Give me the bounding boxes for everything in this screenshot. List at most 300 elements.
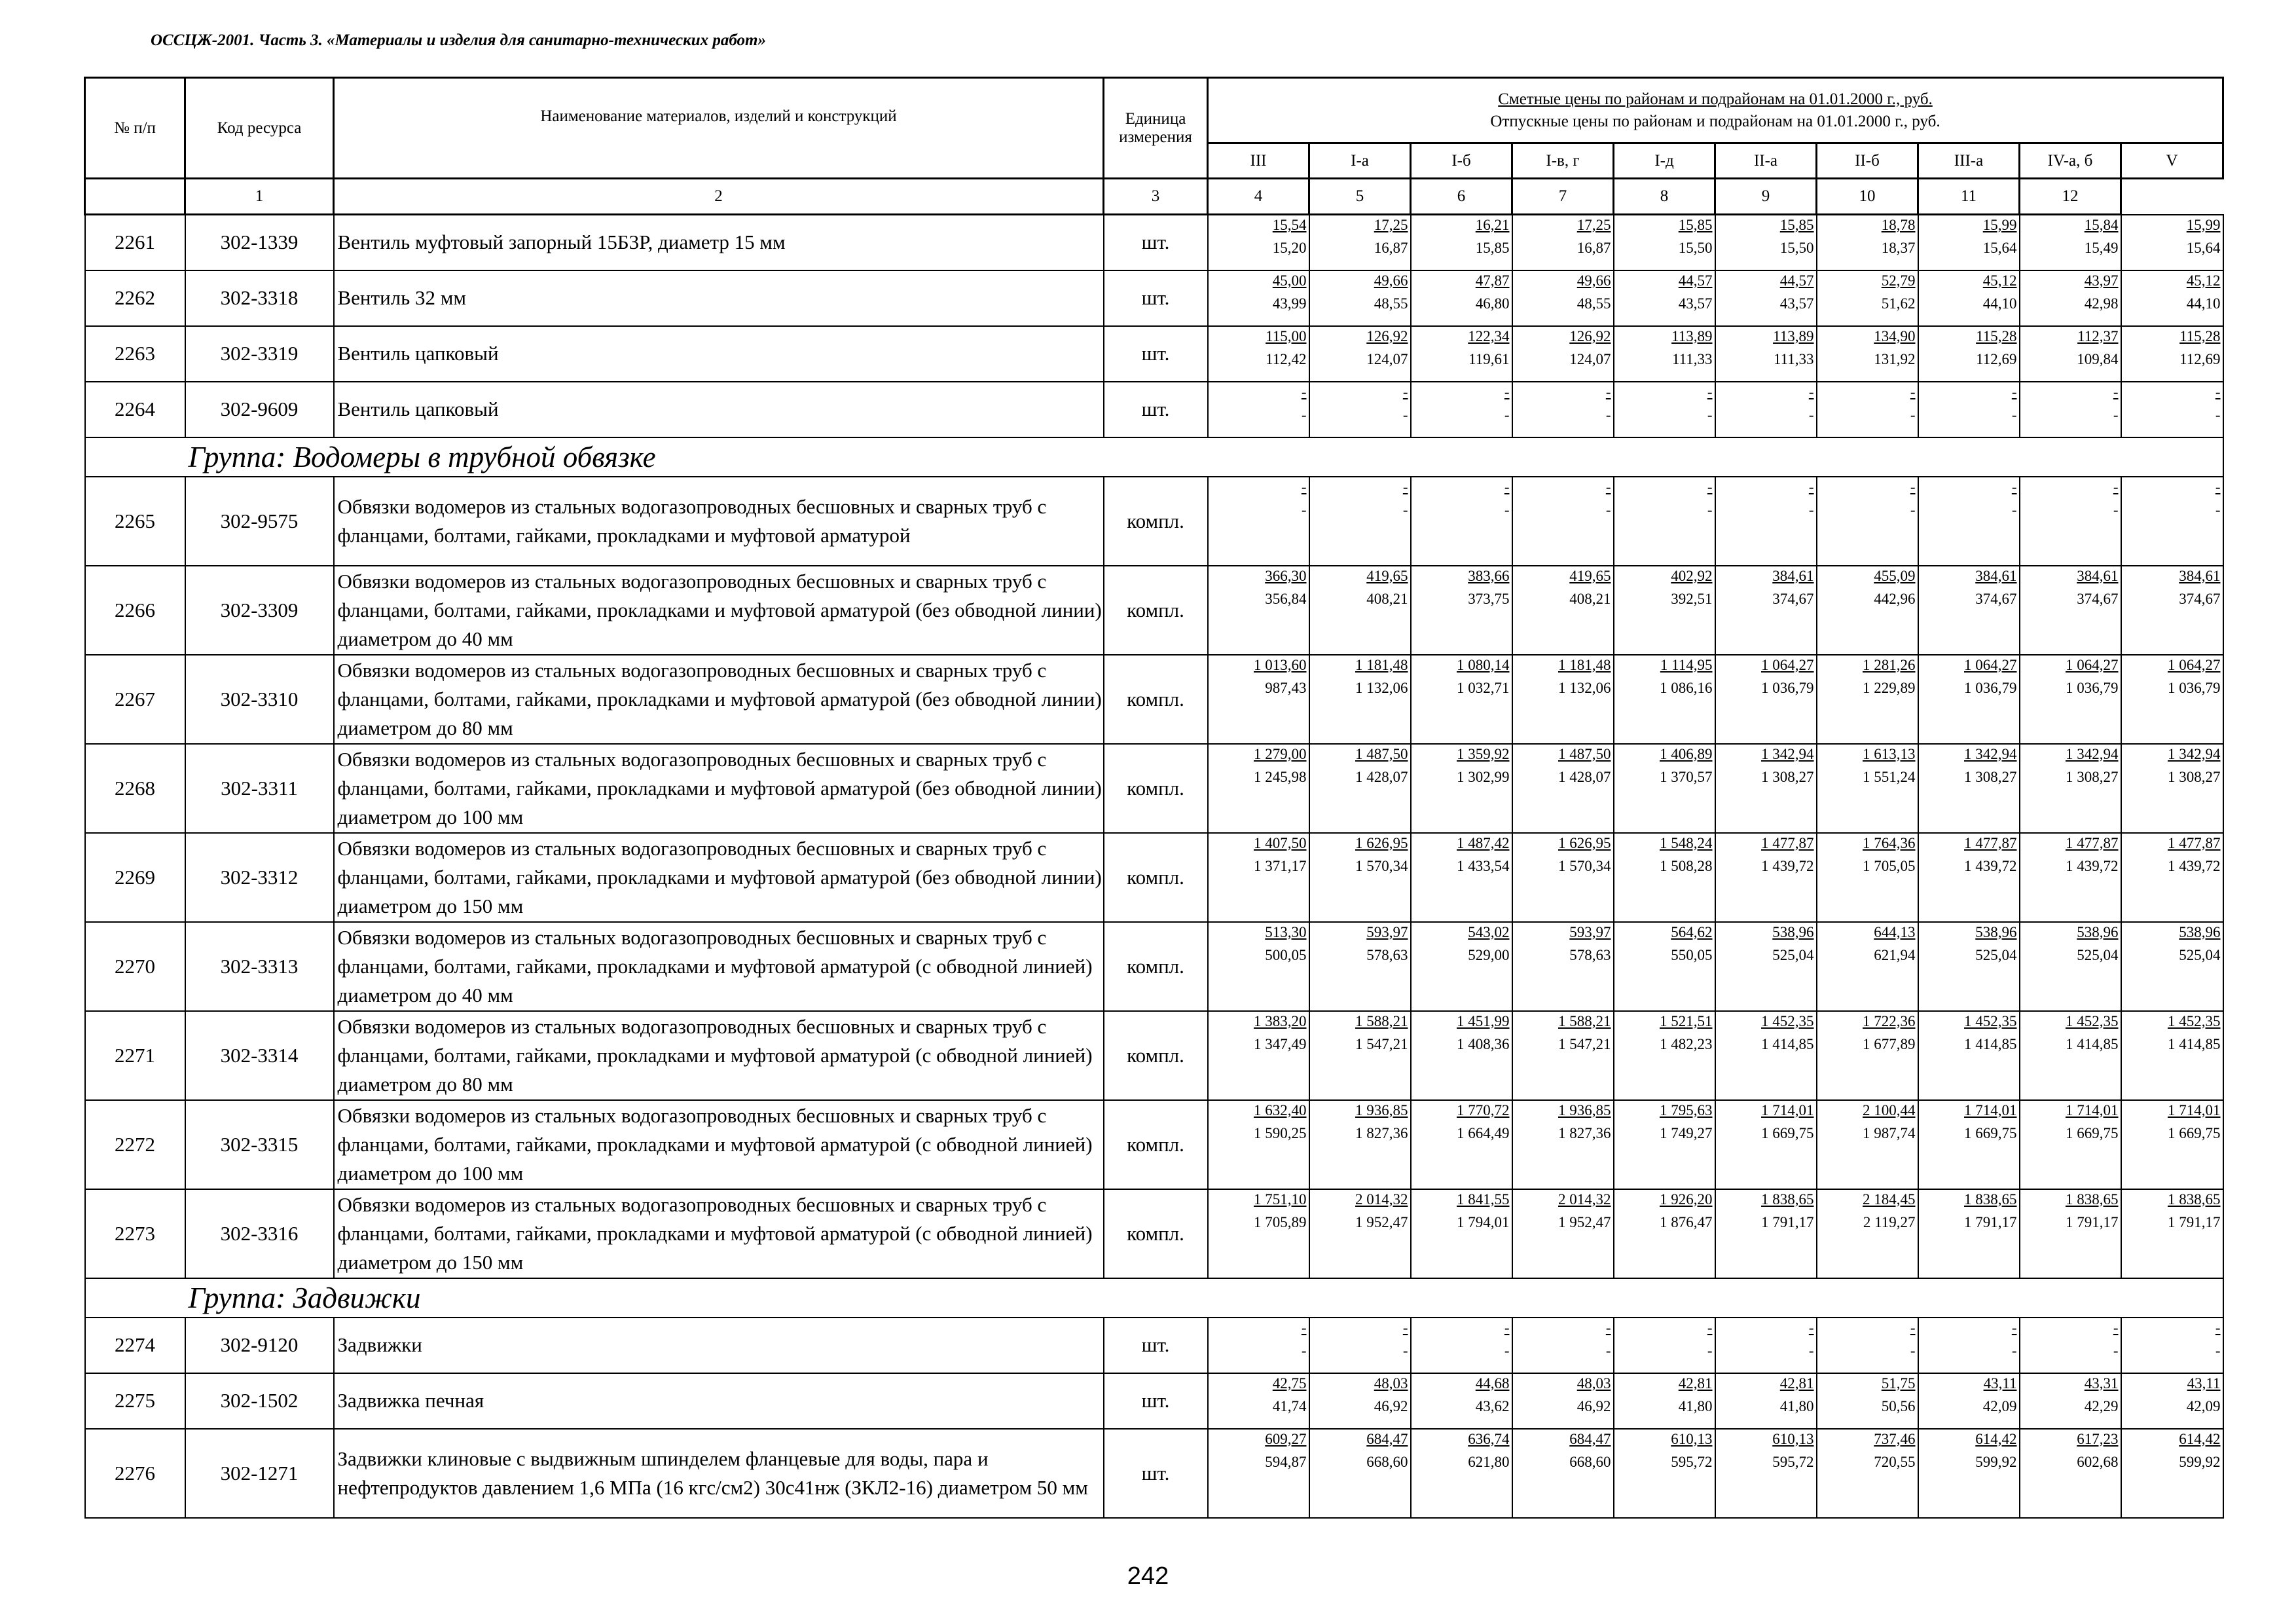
release-price: 1 677,89 — [1863, 1035, 1916, 1052]
price-cell — [1918, 1429, 2020, 1518]
release-price: 1 439,72 — [1964, 857, 2017, 874]
estimate-price: - — [2011, 383, 2017, 400]
price-cell — [1817, 1011, 1918, 1100]
price-cell — [2020, 1100, 2121, 1189]
table-row — [85, 922, 2223, 1011]
price-cell — [1411, 1189, 1512, 1278]
estimate-price: 1 626,95 — [1558, 834, 1611, 851]
estimate-price: 15,85 — [1678, 217, 1713, 233]
price-cell — [1309, 833, 1411, 922]
release-price: 1 428,07 — [1558, 768, 1611, 785]
price-cell — [2020, 382, 2121, 437]
release-price: 408,21 — [1366, 590, 1408, 607]
price-cell — [1817, 477, 1918, 566]
price-cell — [2020, 270, 2121, 326]
price-cell — [1309, 1429, 1411, 1518]
release-price: - — [1910, 501, 1916, 518]
price-cell — [1614, 1373, 1715, 1429]
release-price: - — [1707, 501, 1713, 518]
release-price: 1 433,54 — [1457, 857, 1510, 874]
item-name: Вентиль 32 мм — [334, 270, 1104, 326]
release-price: 1 794,01 — [1457, 1213, 1510, 1230]
price-cell — [1715, 270, 1817, 326]
release-price: - — [1402, 501, 1408, 518]
estimate-price: 45,00 — [1272, 272, 1307, 289]
header-code: Код ресурса — [185, 78, 334, 179]
unit: шт. — [1104, 326, 1208, 382]
estimate-price: 1 342,94 — [2066, 745, 2119, 762]
release-price: 374,67 — [2179, 590, 2221, 607]
estimate-price: 1 838,65 — [1964, 1190, 2017, 1208]
release-price: - — [1808, 501, 1814, 518]
price-cell — [2020, 833, 2121, 922]
price-cell — [1411, 566, 1512, 655]
row-number: 2275 — [85, 1373, 185, 1429]
unit: шт. — [1104, 1373, 1208, 1429]
release-price: 1 876,47 — [1660, 1213, 1713, 1230]
estimate-price: 1 064,27 — [2066, 656, 2119, 673]
estimate-price: 15,99 — [2186, 216, 2221, 233]
price-cell — [1309, 215, 1411, 270]
column-number: 2 — [334, 179, 1104, 215]
release-price: - — [1402, 406, 1408, 423]
price-cell — [1309, 655, 1411, 744]
item-name: Задвижки — [334, 1318, 1104, 1373]
release-price: - — [1707, 1342, 1713, 1359]
release-price: 109,84 — [2077, 350, 2119, 367]
region-header: I-б — [1411, 143, 1512, 179]
estimate-price: 609,27 — [1265, 1430, 1307, 1447]
release-price: 43,99 — [1272, 295, 1307, 312]
release-price: 1 827,36 — [1355, 1124, 1408, 1141]
price-cell — [1614, 326, 1715, 382]
price-cell — [1817, 1373, 1918, 1429]
release-price: 356,84 — [1265, 590, 1307, 607]
resource-code: 302-3311 — [185, 744, 334, 833]
unit: шт. — [1104, 270, 1208, 326]
price-cell — [1512, 1318, 1614, 1373]
price-cell — [1411, 382, 1512, 437]
price-cell — [1614, 1100, 1715, 1189]
estimate-price: 402,92 — [1671, 567, 1713, 584]
table-row — [85, 655, 2223, 744]
price-cell — [1817, 833, 1918, 922]
price-cell — [1512, 1189, 1614, 1278]
price-cell — [1309, 270, 1411, 326]
item-name: Обвязки водомеров из стальных водогазопроводных бесшовных и сварных труб с фланцами, болтами, гайками, прокладками и муфтовой арматурой (без обводной линии) диаметром до 80 мм — [334, 655, 1104, 744]
row-number: 2272 — [85, 1100, 185, 1189]
estimate-price: 2 014,32 — [1355, 1190, 1408, 1208]
row-number: 2276 — [85, 1429, 185, 1518]
release-price: 987,43 — [1265, 679, 1307, 696]
estimate-price: - — [1402, 1319, 1408, 1336]
price-cell — [1817, 1189, 1918, 1278]
release-price: 46,80 — [1475, 295, 1510, 312]
release-price: 1 414,85 — [1761, 1035, 1814, 1052]
estimate-price: 2 100,44 — [1863, 1101, 1916, 1118]
unit: компл. — [1104, 1011, 1208, 1100]
estimate-price: 52,79 — [1881, 272, 1916, 289]
price-cell — [1817, 922, 1918, 1011]
header-estimate-prices: Сметные цены по районам и подрайонам на 01.01.2000 г., руб. — [1498, 90, 1933, 108]
estimate-price: 1 342,94 — [2168, 745, 2221, 762]
estimate-price: 1 451,99 — [1457, 1012, 1510, 1029]
estimate-price: 1 452,35 — [1761, 1012, 1814, 1029]
estimate-price: 610,13 — [1671, 1430, 1713, 1447]
region-header: I-а — [1309, 143, 1411, 179]
release-price: 1 439,72 — [1761, 857, 1814, 874]
price-cell — [1512, 382, 1614, 437]
price-cell — [1817, 270, 1918, 326]
release-price: 1 547,21 — [1355, 1035, 1408, 1052]
estimate-price: 684,47 — [1366, 1430, 1408, 1447]
release-price: - — [1301, 406, 1307, 423]
price-cell — [1411, 1373, 1512, 1429]
price-cell — [1918, 215, 2020, 270]
estimate-price: 1 383,20 — [1254, 1012, 1307, 1029]
release-price: 373,75 — [1468, 590, 1510, 607]
group-title: Группа: Водомеры в трубной обвязке — [185, 437, 2223, 477]
price-cell — [1512, 1373, 1614, 1429]
unit: компл. — [1104, 1189, 1208, 1278]
price-cell — [1614, 744, 1715, 833]
release-price: - — [2215, 1342, 2221, 1359]
estimate-price: - — [1402, 383, 1408, 400]
estimate-price: 126,92 — [1569, 327, 1611, 344]
price-cell — [1715, 744, 1817, 833]
estimate-price: - — [1707, 383, 1713, 400]
price-cell — [2121, 655, 2223, 744]
release-price: 1 952,47 — [1558, 1213, 1611, 1230]
release-price: 602,68 — [2077, 1453, 2119, 1470]
price-cell — [1411, 1011, 1512, 1100]
table-row — [85, 215, 2223, 270]
price-cell — [1208, 1189, 1309, 1278]
price-cell — [1918, 922, 2020, 1011]
price-cell — [1918, 566, 2020, 655]
price-cell — [2121, 477, 2223, 566]
release-price: 1 952,47 — [1355, 1213, 1408, 1230]
price-cell — [2020, 1318, 2121, 1373]
row-number: 2266 — [85, 566, 185, 655]
estimate-price: 115,28 — [1976, 327, 2017, 344]
item-name: Обвязки водомеров из стальных водогазопроводных бесшовных и сварных труб с фланцами, болтами, гайками, прокладками и муфтовой арматурой (с обводной линией) диаметром до 100 мм — [334, 1100, 1104, 1189]
estimate-price: - — [1301, 1319, 1307, 1336]
estimate-price: 1 452,35 — [2168, 1012, 2221, 1029]
release-price: 1 669,75 — [1964, 1124, 2017, 1141]
release-price: - — [1301, 1342, 1307, 1359]
release-price: 1 791,17 — [1964, 1213, 2017, 1230]
release-price: 15,49 — [2084, 240, 2119, 256]
release-price: 1 132,06 — [1558, 679, 1611, 696]
row-number: 2261 — [85, 215, 185, 270]
estimate-price: 1 064,27 — [2168, 656, 2221, 673]
release-price: 599,92 — [2179, 1453, 2221, 1470]
estimate-price: 1 114,95 — [1660, 656, 1713, 673]
release-price: 42,09 — [1982, 1397, 2017, 1414]
price-cell — [2121, 270, 2223, 326]
unit: шт. — [1104, 1429, 1208, 1518]
release-price: 578,63 — [1569, 946, 1611, 963]
estimate-price: 614,42 — [2179, 1430, 2221, 1447]
estimate-price: 112,37 — [2077, 327, 2119, 344]
price-cell — [1817, 382, 1918, 437]
price-cell — [1208, 1318, 1309, 1373]
estimate-price: 1 342,94 — [1761, 745, 1814, 762]
release-price: - — [2215, 501, 2221, 518]
table-row — [85, 566, 2223, 655]
price-cell — [2121, 215, 2223, 270]
estimate-price: 1 795,63 — [1660, 1101, 1713, 1118]
price-cell — [2121, 382, 2223, 437]
price-cell — [1411, 326, 1512, 382]
estimate-price: 1 477,87 — [2168, 834, 2221, 851]
estimate-price: - — [1707, 478, 1713, 495]
estimate-price: 1 452,35 — [2066, 1012, 2119, 1029]
release-price: 131,92 — [1874, 350, 1916, 367]
header-prices — [1208, 78, 2223, 143]
unit: компл. — [1104, 655, 1208, 744]
estimate-price: 1 477,87 — [2066, 834, 2119, 851]
estimate-price: 43,11 — [1983, 1375, 2017, 1392]
release-price: 1 302,99 — [1457, 768, 1510, 785]
document-header: ОССЦЖ-2001. Часть 3. «Материалы и изделия для санитарно-технических работ» — [151, 31, 766, 49]
estimate-price: 113,89 — [1773, 327, 1814, 344]
estimate-price: 15,85 — [1779, 217, 1814, 233]
resource-code: 302-9120 — [185, 1318, 334, 1373]
estimate-price: 419,65 — [1569, 567, 1611, 584]
column-number: 10 — [1817, 179, 1918, 215]
price-cell — [1411, 1318, 1512, 1373]
estimate-price: 1 279,00 — [1254, 745, 1307, 762]
estimate-price: 113,89 — [1671, 327, 1713, 344]
price-cell — [1817, 215, 1918, 270]
price-cell — [1208, 744, 1309, 833]
price-cell — [1715, 1373, 1817, 1429]
row-number: 2268 — [85, 744, 185, 833]
region-header: II-а — [1715, 143, 1817, 179]
item-name: Обвязки водомеров из стальных водогазопроводных бесшовных и сварных труб с фланцами, болтами, гайками, прокладками и муфтовой арматурой (без обводной линии) диаметром до 150 мм — [334, 833, 1104, 922]
column-number: 4 — [1208, 179, 1309, 215]
release-price: 1 570,34 — [1558, 857, 1611, 874]
price-cell — [2020, 326, 2121, 382]
release-price: 112,42 — [1266, 350, 1307, 367]
release-price: 550,05 — [1671, 946, 1713, 963]
release-price: - — [2113, 501, 2119, 518]
resource-code: 302-3309 — [185, 566, 334, 655]
region-header: V — [2121, 143, 2223, 179]
estimate-price: 1 452,35 — [1964, 1012, 2017, 1029]
price-cell — [1309, 566, 1411, 655]
release-price: 1 827,36 — [1558, 1124, 1611, 1141]
release-price: 48,55 — [1374, 295, 1408, 312]
estimate-price: 115,00 — [1266, 327, 1307, 344]
resource-code: 302-3310 — [185, 655, 334, 744]
unit: компл. — [1104, 477, 1208, 566]
estimate-price: 1 722,36 — [1863, 1012, 1916, 1029]
price-cell — [1208, 922, 1309, 1011]
estimate-price: 1 626,95 — [1355, 834, 1408, 851]
estimate-price: 18,78 — [1881, 217, 1916, 233]
price-cell — [1208, 326, 1309, 382]
release-price: 42,29 — [2084, 1397, 2119, 1414]
release-price: 111,33 — [1773, 350, 1814, 367]
price-cell — [1208, 833, 1309, 922]
release-price: 1 987,74 — [1863, 1124, 1916, 1141]
price-cell — [1208, 1373, 1309, 1429]
price-cell — [1512, 833, 1614, 922]
release-price: 1 308,27 — [2066, 768, 2119, 785]
price-cell — [1512, 922, 1614, 1011]
estimate-price: 126,92 — [1366, 327, 1408, 344]
release-price: 525,04 — [2179, 946, 2221, 963]
estimate-price: 1 838,65 — [2168, 1190, 2221, 1208]
estimate-price: 1 838,65 — [1761, 1190, 1814, 1208]
estimate-price: - — [1605, 478, 1611, 495]
estimate-price: - — [1707, 1319, 1713, 1336]
release-price: - — [1910, 1342, 1916, 1359]
row-number: 2273 — [85, 1189, 185, 1278]
price-cell — [1614, 215, 1715, 270]
release-price: 529,00 — [1468, 946, 1510, 963]
resource-code: 302-3315 — [185, 1100, 334, 1189]
row-number: 2264 — [85, 382, 185, 437]
resource-code: 302-3312 — [185, 833, 334, 922]
price-cell — [1817, 744, 1918, 833]
release-price: 51,62 — [1881, 295, 1916, 312]
estimate-price: 1 936,85 — [1355, 1101, 1408, 1118]
release-price: 668,60 — [1366, 1453, 1408, 1470]
item-name: Задвижка печная — [334, 1373, 1104, 1429]
release-price: 1 590,25 — [1254, 1124, 1307, 1141]
price-cell — [1918, 1373, 2020, 1429]
price-cell — [1512, 1100, 1614, 1189]
estimate-price: 17,25 — [1576, 217, 1611, 233]
estimate-price: - — [1504, 383, 1510, 400]
price-cell — [1614, 270, 1715, 326]
price-cell — [2121, 1011, 2223, 1100]
estimate-price: - — [1301, 383, 1307, 400]
estimate-price: 384,61 — [1772, 567, 1814, 584]
estimate-price: 15,54 — [1272, 217, 1307, 233]
estimate-price: 1 521,51 — [1660, 1012, 1713, 1029]
price-cell — [1512, 270, 1614, 326]
estimate-price: 15,84 — [2084, 217, 2119, 233]
estimate-price: - — [1808, 1319, 1814, 1336]
estimate-price: 384,61 — [2179, 567, 2221, 584]
price-cell — [1918, 744, 2020, 833]
release-price: - — [1605, 406, 1611, 423]
release-price: 15,20 — [1272, 240, 1307, 256]
release-price: 15,64 — [2186, 239, 2221, 256]
price-cell — [1817, 655, 1918, 744]
release-price: 408,21 — [1569, 590, 1611, 607]
price-cell — [1208, 566, 1309, 655]
estimate-price: 44,57 — [1678, 272, 1713, 289]
price-cell — [2020, 1429, 2121, 1518]
row-number: 2263 — [85, 326, 185, 382]
estimate-price: 1 838,65 — [2066, 1190, 2119, 1208]
release-price: 15,50 — [1779, 240, 1814, 256]
estimate-price: 17,25 — [1374, 217, 1408, 233]
estimate-price: 42,81 — [1678, 1375, 1713, 1392]
unit: шт. — [1104, 1318, 1208, 1373]
release-price: 1 664,49 — [1457, 1124, 1510, 1141]
price-cell — [1918, 1011, 2020, 1100]
estimate-price: 1 548,24 — [1660, 834, 1713, 851]
release-price: 1 308,27 — [1761, 768, 1814, 785]
estimate-price: 1 714,01 — [1964, 1101, 2017, 1118]
table-row — [85, 326, 2223, 382]
release-price: 621,80 — [1468, 1453, 1510, 1470]
estimate-price: 538,96 — [2077, 923, 2119, 940]
price-cell — [1715, 1100, 1817, 1189]
release-price: 1 439,72 — [2168, 857, 2221, 874]
estimate-price: 1 080,14 — [1457, 656, 1510, 673]
estimate-price: - — [1910, 383, 1916, 400]
estimate-price: 1 714,01 — [2168, 1101, 2221, 1118]
resource-code: 302-3316 — [185, 1189, 334, 1278]
estimate-price: 383,66 — [1468, 567, 1510, 584]
release-price: 119,61 — [1468, 350, 1510, 367]
column-number: 9 — [1715, 179, 1817, 215]
price-cell — [1512, 1429, 1614, 1518]
item-name: Обвязки водомеров из стальных водогазопроводных бесшовных и сварных труб с фланцами, болтами, гайками, прокладками и муфтовой арматурой — [334, 477, 1104, 566]
row-number: 2262 — [85, 270, 185, 326]
header-release-prices: Отпускные цены по районам и подрайонам на 01.01.2000 г., руб. — [1490, 112, 1941, 130]
unit: шт. — [1104, 215, 1208, 270]
release-price: 44,10 — [2186, 295, 2221, 312]
price-cell — [1614, 1011, 1715, 1100]
price-cell — [1715, 215, 1817, 270]
table-row — [85, 1373, 2223, 1429]
price-cell — [2121, 1373, 2223, 1429]
release-price: 1 669,75 — [2168, 1124, 2221, 1141]
price-cell — [1512, 477, 1614, 566]
estimate-price: 1 613,13 — [1863, 745, 1916, 762]
release-price: 1 669,75 — [1761, 1124, 1814, 1141]
price-cell — [1411, 270, 1512, 326]
release-price: 1 408,36 — [1457, 1035, 1510, 1052]
release-price: 1 482,23 — [1660, 1035, 1713, 1052]
estimate-price: 384,61 — [2077, 567, 2119, 584]
estimate-price: - — [2011, 1319, 2017, 1336]
release-price: 599,92 — [1975, 1453, 2017, 1470]
estimate-price: 1 181,48 — [1558, 656, 1611, 673]
price-cell — [1411, 1429, 1512, 1518]
column-number: 3 — [1104, 179, 1208, 215]
item-name: Обвязки водомеров из стальных водогазопроводных бесшовных и сварных труб с фланцами, болтами, гайками, прокладками и муфтовой арматурой (с обводной линией) диаметром до 80 мм — [334, 1011, 1104, 1100]
price-cell — [2121, 1100, 2223, 1189]
estimate-price: 1 064,27 — [1761, 656, 1814, 673]
release-price: 442,96 — [1874, 590, 1916, 607]
release-price: - — [2011, 406, 2017, 423]
estimate-price: 684,47 — [1569, 1430, 1611, 1447]
estimate-price: - — [1605, 1319, 1611, 1336]
price-cell — [1309, 744, 1411, 833]
estimate-price: - — [1301, 478, 1307, 495]
estimate-price: 644,13 — [1874, 923, 1916, 940]
release-price: 1 705,89 — [1254, 1213, 1307, 1230]
estimate-price: 1 632,40 — [1254, 1101, 1307, 1118]
resource-code: 302-3314 — [185, 1011, 334, 1100]
estimate-price: 49,66 — [1374, 272, 1408, 289]
estimate-price: 48,03 — [1576, 1375, 1611, 1392]
unit: компл. — [1104, 566, 1208, 655]
release-price: 1 508,28 — [1660, 857, 1713, 874]
price-cell — [1614, 566, 1715, 655]
price-cell — [1715, 1429, 1817, 1518]
